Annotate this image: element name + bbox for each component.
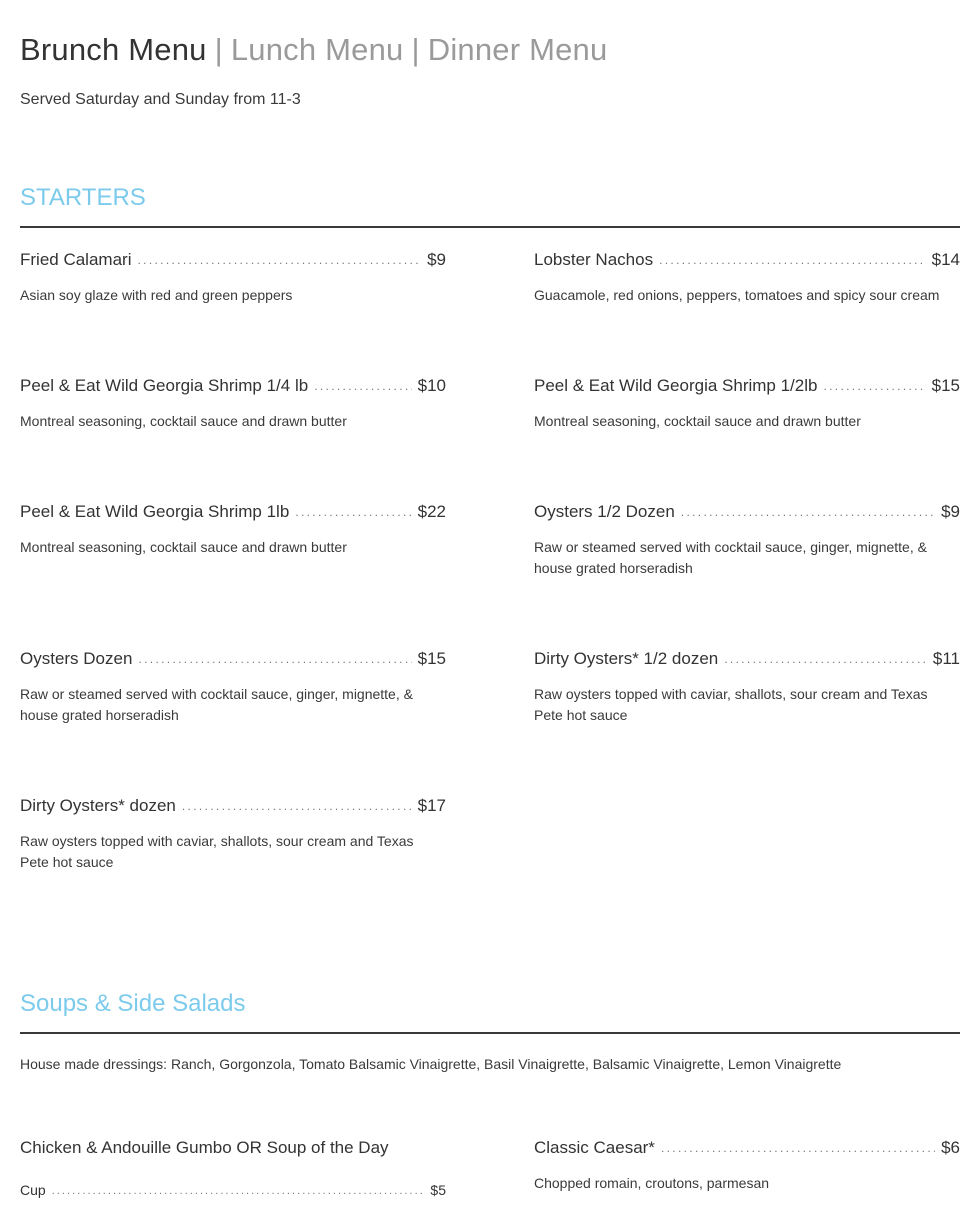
dressings-note: House made dressings: Ranch, Gorgonzola, Tomato Balsamic Vinaigrette, Basil Vinaigrette, Balsamic Vinaigrette, Lemon Vinaigrette bbox=[20, 1056, 842, 1072]
menu-item-name: Fried Calamari bbox=[20, 250, 132, 269]
dot-leader bbox=[314, 379, 411, 393]
tab-separator: | bbox=[411, 32, 420, 67]
menu-item-description: Montreal seasoning, cocktail sauce and drawn butter bbox=[20, 539, 347, 555]
section-divider bbox=[20, 226, 960, 228]
dot-leader bbox=[138, 652, 411, 666]
menu-item-price: $22 bbox=[417, 502, 446, 521]
dot-leader bbox=[724, 652, 927, 666]
menu-item bbox=[534, 502, 960, 579]
menu-item-price: $14 bbox=[931, 250, 960, 269]
dot-leader bbox=[52, 1185, 425, 1197]
menu-subtitle: Served Saturday and Sunday from 11-3 bbox=[20, 91, 301, 108]
menu-item bbox=[20, 796, 446, 873]
menu-item-name: Lobster Nachos bbox=[534, 250, 654, 269]
section-divider bbox=[20, 1032, 960, 1034]
menu-item-description: Guacamole, red onions, peppers, tomatoes and spicy sour cream bbox=[534, 287, 940, 303]
section-title-starters: STARTERS bbox=[20, 184, 146, 211]
menu-item-name: Classic Caesar* bbox=[534, 1138, 655, 1157]
menu-item-name: Peel & Eat Wild Georgia Shrimp 1lb bbox=[20, 502, 290, 521]
menu-tabs bbox=[20, 30, 607, 70]
menu-item-name: Oysters Dozen bbox=[20, 649, 133, 668]
menu-item-price: $9 bbox=[427, 250, 446, 269]
menu-item-name: Dirty Oysters* dozen bbox=[20, 796, 176, 815]
menu-item bbox=[20, 649, 446, 726]
menu-item-price: $15 bbox=[417, 649, 446, 668]
size-option-row bbox=[20, 1182, 446, 1198]
menu-item bbox=[20, 376, 446, 432]
menu-item-name: Dirty Oysters* 1/2 dozen bbox=[534, 649, 719, 668]
menu-item-price: $11 bbox=[932, 649, 960, 668]
menu-item-description: Asian soy glaze with red and green peppers bbox=[20, 287, 293, 303]
menu-item-description: Chopped romain, croutons, parmesan bbox=[534, 1175, 770, 1191]
menu-item-name: Peel & Eat Wild Georgia Shrimp 1/2lb bbox=[534, 376, 818, 395]
menu-item bbox=[20, 502, 446, 558]
menu-item-name: Chicken & Andouille Gumbo OR Soup of the Day bbox=[20, 1138, 389, 1157]
menu-item bbox=[534, 1138, 960, 1194]
menu-item-name: Oysters 1/2 Dozen bbox=[534, 502, 675, 521]
menu-item-description: Raw or steamed served with cocktail sauce, ginger, mignette, & house grated horseradish bbox=[534, 539, 927, 576]
dot-leader bbox=[661, 1141, 935, 1155]
menu-item bbox=[534, 649, 960, 726]
menu-item-description: Montreal seasoning, cocktail sauce and drawn butter bbox=[20, 413, 347, 429]
menu-item-description: Raw or steamed served with cocktail sauce, ginger, mignette, & house grated horseradish bbox=[20, 686, 413, 723]
menu-item-description: Montreal seasoning, cocktail sauce and drawn butter bbox=[534, 413, 861, 429]
menu-item-price: $10 bbox=[417, 376, 446, 395]
dot-leader bbox=[823, 379, 925, 393]
size-option-label: Cup bbox=[20, 1182, 46, 1198]
size-option-price: $5 bbox=[430, 1182, 446, 1198]
menu-item bbox=[20, 250, 446, 306]
tab-brunch-menu[interactable]: Brunch Menu bbox=[20, 32, 207, 67]
tab-separator: | bbox=[214, 32, 223, 67]
section-title-soups: Soups & Side Salads bbox=[20, 990, 246, 1017]
menu-item-price: $15 bbox=[931, 376, 960, 395]
tab-lunch-menu[interactable]: Lunch Menu bbox=[230, 32, 404, 67]
menu-item-name: Peel & Eat Wild Georgia Shrimp 1/4 lb bbox=[20, 376, 309, 395]
tab-dinner-menu[interactable]: Dinner Menu bbox=[427, 32, 608, 67]
dot-leader bbox=[681, 505, 935, 519]
menu-item-description: Raw oysters topped with caviar, shallots, sour cream and Texas Pete hot sauce bbox=[534, 686, 928, 723]
menu-item-price: $17 bbox=[417, 796, 446, 815]
dot-leader bbox=[659, 253, 926, 267]
dot-leader bbox=[137, 253, 421, 267]
dot-leader bbox=[182, 799, 412, 813]
menu-item-description: Raw oysters topped with caviar, shallots, sour cream and Texas Pete hot sauce bbox=[20, 833, 414, 870]
menu-item-price: $9 bbox=[941, 502, 960, 521]
menu-item-price: $6 bbox=[941, 1138, 960, 1157]
menu-item bbox=[20, 1138, 446, 1158]
menu-item bbox=[534, 250, 960, 306]
dot-leader bbox=[295, 505, 411, 519]
menu-item bbox=[534, 376, 960, 432]
